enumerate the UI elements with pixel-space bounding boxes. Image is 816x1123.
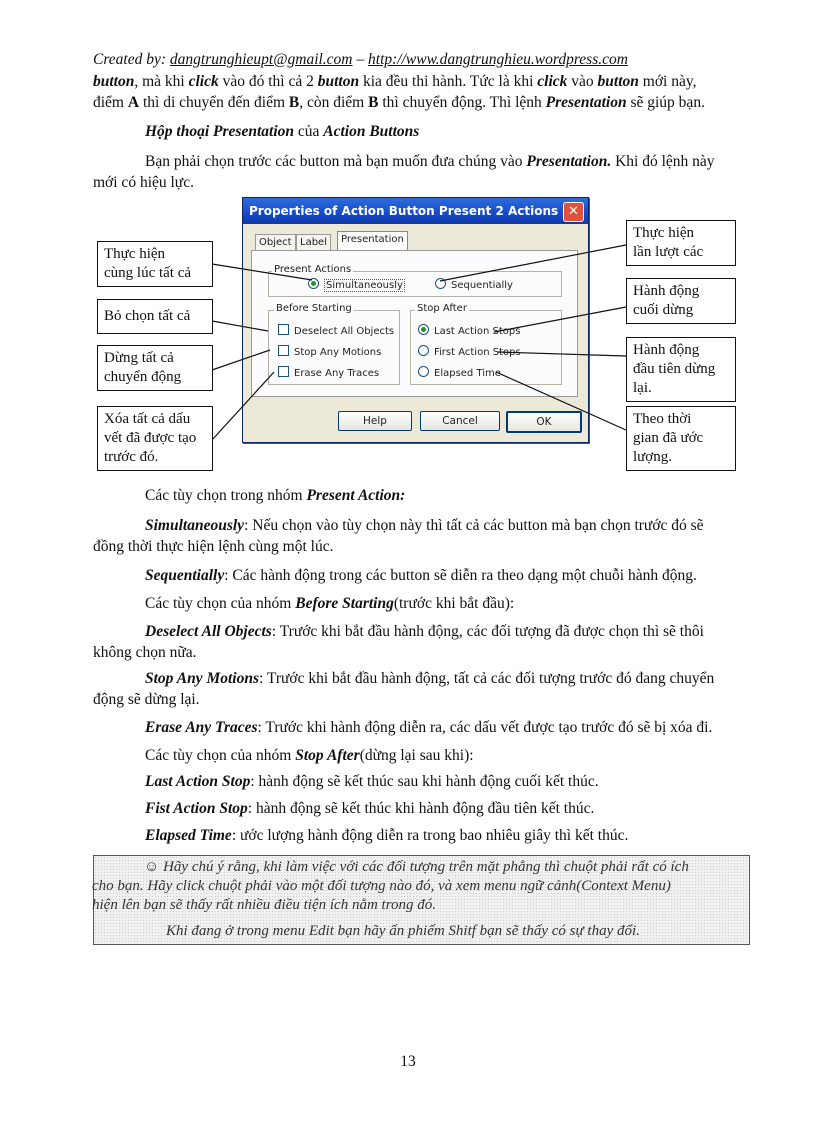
intro-line-2: điểm A thì di chuyển đến điểm B, còn điểm B thì chuyển động. Thì lệnh Presentation sẽ giúp bạn. bbox=[93, 94, 705, 111]
cancel-button[interactable]: Cancel bbox=[420, 411, 500, 431]
body-line: không chọn nữa. bbox=[93, 644, 197, 661]
callout-elapsed-time: Theo thời gian đã ước lượng. bbox=[626, 406, 736, 471]
dialog-title: Properties of Action Button Present 2 Actions bbox=[249, 204, 559, 218]
stop-after-label: Stop After bbox=[417, 303, 467, 314]
presentation-panel bbox=[251, 250, 578, 397]
tip-line-2: cho bạn. Hãy click chuột phải vào một đối tượng nào đó, và xem menu ngữ cảnh(Context Menu) bbox=[92, 878, 671, 894]
body-line: Erase Any Traces: Trước khi hành động diễn ra, các dấu vết được tạo trước đó sẽ bị xóa đi. bbox=[145, 719, 713, 736]
checkbox-icon bbox=[278, 366, 289, 377]
close-button[interactable] bbox=[563, 202, 584, 222]
radio-icon bbox=[418, 366, 429, 377]
body-line: Deselect All Objects: Trước khi bắt đầu hành động, các đối tượng đã được chọn thì sẽ thôi bbox=[145, 623, 704, 640]
callout-stop-motions: Dừng tất cả chuyển động bbox=[97, 345, 213, 391]
dialog-titlebar[interactable] bbox=[243, 198, 588, 224]
tab-label[interactable]: Label bbox=[296, 234, 331, 251]
intro-line-1: button, mà khi click vào đó thì cả 2 button kia đều thi hành. Tức là khi click vào button mới này, bbox=[93, 73, 697, 90]
page-number: 13 bbox=[400, 1053, 416, 1070]
body-line: Sequentially: Các hành động trong các button sẽ diễn ra theo dạng một chuỗi hành động. bbox=[145, 567, 697, 584]
intro-para-line-2: mới có hiệu lực. bbox=[93, 174, 194, 191]
checkbox-icon bbox=[278, 345, 289, 356]
body-line: động sẽ dừng lại. bbox=[93, 691, 200, 708]
elapsed-time-radio[interactable]: Elapsed Time bbox=[418, 366, 501, 379]
header-email-link[interactable]: dangtrunghieupt@gmail.com bbox=[169, 51, 353, 68]
presentation-dialog bbox=[242, 197, 589, 443]
close-icon: ✕ bbox=[568, 204, 579, 219]
first-action-stops-radio[interactable]: First Action Stops bbox=[418, 345, 521, 358]
radio-icon bbox=[418, 345, 429, 356]
deselect-all-checkbox[interactable]: Deselect All Objects bbox=[278, 324, 394, 337]
body-line: đồng thời thực hiện lệnh cùng một lúc. bbox=[93, 538, 334, 555]
checkbox-icon bbox=[278, 324, 289, 335]
ok-button[interactable]: OK bbox=[506, 411, 582, 433]
body-line: Các tùy chọn của nhóm Stop After(dừng lại sau khi): bbox=[145, 747, 474, 764]
tip-line-1: ☺ Hãy chú ý rằng, khi làm việc với các đối tượng trên mặt phẳng thì chuột phải rất có ích bbox=[144, 859, 689, 875]
tab-presentation[interactable]: Presentation bbox=[337, 231, 408, 252]
header-url-link[interactable]: http://www.dangtrunghieu.wordpress.com bbox=[368, 51, 628, 68]
body-line: Stop Any Motions: Trước khi bắt đầu hành động, tất cả các đối tượng trước đó đang chuyển bbox=[145, 670, 715, 687]
section-heading: Hộp thoại Presentation của Action Buttons bbox=[145, 123, 420, 140]
callout-erase-traces: Xóa tất cả dấu vết đã được tạo trước đó. bbox=[97, 406, 213, 471]
body-line: Last Action Stop: hành động sẽ kết thúc sau khi hành động cuối kết thúc. bbox=[145, 773, 599, 790]
help-button[interactable]: Help bbox=[338, 411, 412, 431]
erase-any-traces-checkbox[interactable]: Erase Any Traces bbox=[278, 366, 379, 379]
body-line: Các tùy chọn trong nhóm Present Action: bbox=[145, 487, 406, 504]
callout-last-action: Hành động cuối dừng bbox=[626, 278, 736, 324]
sequentially-radio[interactable]: Sequentially bbox=[435, 278, 513, 291]
last-action-stops-radio[interactable]: Last Action Stops bbox=[418, 324, 520, 337]
header-dash: – bbox=[352, 51, 369, 68]
before-starting-label: Before Starting bbox=[276, 303, 352, 314]
tip-line-4: Khi đang ở trong menu Edit bạn hãy ấn phiếm Shitf bạn sẽ thấy có sự thay đổi. bbox=[166, 923, 640, 939]
simultaneously-radio[interactable]: Simultaneously bbox=[308, 278, 405, 291]
body-line: Simultaneously: Nếu chọn vào tùy chọn này thì tất cả các button mà bạn chọn trước đó sẽ bbox=[145, 517, 704, 534]
tip-box bbox=[93, 855, 750, 945]
present-actions-label: Present Actions bbox=[274, 264, 352, 275]
radio-selected-icon bbox=[308, 278, 319, 289]
page-header bbox=[93, 51, 628, 69]
radio-selected-icon bbox=[418, 324, 429, 335]
body-line: Các tùy chọn của nhóm Before Starting(trước khi bắt đầu): bbox=[145, 595, 515, 612]
callout-simultaneously: Thực hiện cùng lúc tất cả bbox=[97, 241, 213, 287]
intro-para-line-1: Bạn phải chọn trước các button mà bạn muốn đưa chúng vào Presentation. Khi đó lệnh này bbox=[145, 153, 715, 170]
header-prefix: Created by: bbox=[93, 51, 170, 68]
callout-first-action: Hành động đầu tiên dừng lại. bbox=[626, 337, 736, 402]
callout-sequentially: Thực hiện lần lượt các bbox=[626, 220, 736, 266]
tip-line-3: hiện lên bạn sẽ thấy rất nhiều điều tiện ích nằm trong đó. bbox=[92, 897, 436, 913]
callout-deselect: Bỏ chọn tất cả bbox=[97, 299, 213, 334]
body-line: Elapsed Time: ước lượng hành động diễn ra trong bao nhiêu giây thì kết thúc. bbox=[145, 827, 629, 844]
tab-object[interactable]: Object bbox=[255, 234, 296, 251]
radio-icon bbox=[435, 278, 446, 289]
stop-any-motions-checkbox[interactable]: Stop Any Motions bbox=[278, 345, 381, 358]
body-line: Fist Action Stop: hành động sẽ kết thúc khi hành động đầu tiên kết thúc. bbox=[145, 800, 595, 817]
smiley-icon: ☺ bbox=[144, 859, 160, 875]
